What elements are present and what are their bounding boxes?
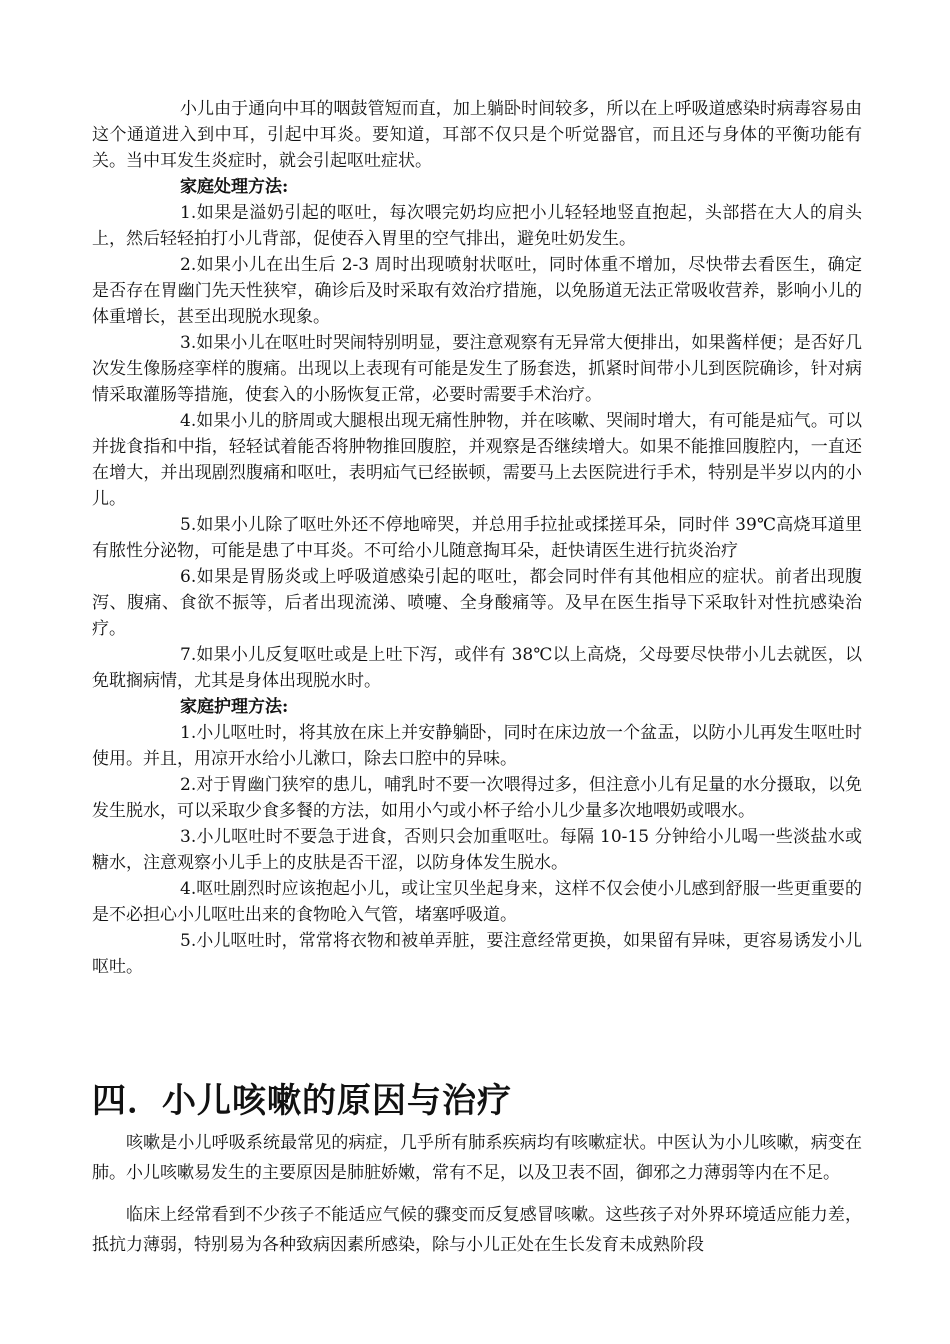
document-page <box>92 96 862 1272</box>
intro-paragraph: 小儿由于通向中耳的咽鼓管短而直，加上躺卧时间较多，所以在上呼吸道感染时病毒容易由这个通道进入到中耳，引起中耳炎。要知道，耳部不仅只是个听觉器官，而且还与身体的平衡功能有关。当中耳发生炎症时，就会引起呕吐症状。 <box>92 99 862 171</box>
treatment-item: 5.如果小儿除了呕吐外还不停地啼哭，并总用手拉扯或揉搓耳朵，同时伴 39℃高烧耳道里有脓性分泌物，可能是患了中耳炎。不可给小儿随意掏耳朵，赶快请医生进行抗炎治疗 <box>92 515 862 561</box>
treatment-item: 3.如果小儿在呕吐时哭闹特别明显，要注意观察有无异常大便排出，如果酱样便；是否好几次发生像肠痉挛样的腹痛。出现以上表现有可能是发生了肠套迭，抓紧时间带小儿到医院确诊，针对病情采取灌肠等措施，使套入的小肠恢复正常，必要时需要手术治疗。 <box>92 333 862 405</box>
care-item: 3.小儿呕吐时不要急于进食，否则只会加重呕吐。每隔 10-15 分钟给小儿喝一些淡盐水或糖水，注意观察小儿手上的皮肤是否干涩，以防身体发生脱水。 <box>92 827 862 873</box>
home-care-heading: 家庭护理方法: <box>180 697 289 717</box>
care-item: 1.小儿呕吐时，将其放在床上并安静躺卧，同时在床边放一个盆盂，以防小儿再发生呕吐时使用。并且，用凉开水给小儿漱口，除去口腔中的异味。 <box>92 723 862 769</box>
care-item: 2.对于胃幽门狭窄的患儿，哺乳时不要一次喂得过多，但注意小儿有足量的水分摄取，以免发生脱水，可以采取少食多餐的方法，如用小勺或小杯子给小儿少量多次地喂奶或喂水。 <box>92 775 862 821</box>
section-spacer <box>92 980 862 1078</box>
home-treatment-heading: 家庭处理方法: <box>180 177 289 197</box>
care-item: 4.呕吐剧烈时应该抱起小儿，或让宝贝坐起身来，这样不仅会使小儿感到舒服一些更重要的是不必担心小儿呕吐出来的食物呛入气管，堵塞呼吸道。 <box>92 879 862 925</box>
treatment-item: 4.如果小儿的脐周或大腿根出现无痛性肿物，并在咳嗽、哭闹时增大，有可能是疝气。可以并拢食指和中指，轻轻试着能否将肿物推回腹腔，并观察是否继续增大。如果不能推回腹腔内，一直还在增大，并出现剧烈腹痛和呕吐，表明疝气已经嵌顿，需要马上去医院进行手术，特别是半岁以内的小儿。 <box>92 411 862 509</box>
chapter-paragraph: 咳嗽是小儿呼吸系统最常见的病症，几乎所有肺系疾病均有咳嗽症状。中医认为小儿咳嗽，病变在肺。小儿咳嗽易发生的主要原因是肺脏娇嫩，常有不足，以及卫表不固，御邪之力薄弱等内在不足。 <box>92 1133 862 1183</box>
chapter-paragraph: 临床上经常看到不少孩子不能适应气候的骤变而反复感冒咳嗽。这些孩子对外界环境适应能力差，抵抗力薄弱，特别易为各种致病因素所感染，除与小儿正处在生长发育未成熟阶段 <box>92 1205 862 1255</box>
treatment-item: 2.如果小儿在出生后 2-3 周时出现喷射状呕吐，同时体重不增加，尽快带去看医生，确定是否存在胃幽门先天性狭窄，确诊后及时采取有效治疗措施，以免肠道无法正常吸收营养，影响小儿的体重增长，甚至出现脱水现象。 <box>92 255 862 327</box>
chapter-title: 四．小儿咳嗽的原因与治疗 <box>92 1081 512 1121</box>
treatment-item: 6.如果是胃肠炎或上呼吸道感染引起的呕吐，都会同时伴有其他相应的症状。前者出现腹泻、腹痛、食欲不振等，后者出现流涕、喷嚏、全身酸痛等。及早在医生指导下采取针对性抗感染治疗。 <box>92 567 862 639</box>
care-item: 5.小儿呕吐时，常常将衣物和被单弄脏，要注意经常更换，如果留有异味，更容易诱发小儿呕吐。 <box>92 931 862 977</box>
treatment-item: 1.如果是溢奶引起的呕吐，每次喂完奶均应把小儿轻轻地竖直抱起，头部搭在大人的肩头上，然后轻轻拍打小儿背部，促使吞入胃里的空气排出，避免吐奶发生。 <box>92 203 862 249</box>
treatment-item: 7.如果小儿反复呕吐或是上吐下泻，或伴有 38℃以上高烧，父母要尽快带小儿去就医，以免耽搁病情，尤其是身体出现脱水时。 <box>92 645 862 691</box>
